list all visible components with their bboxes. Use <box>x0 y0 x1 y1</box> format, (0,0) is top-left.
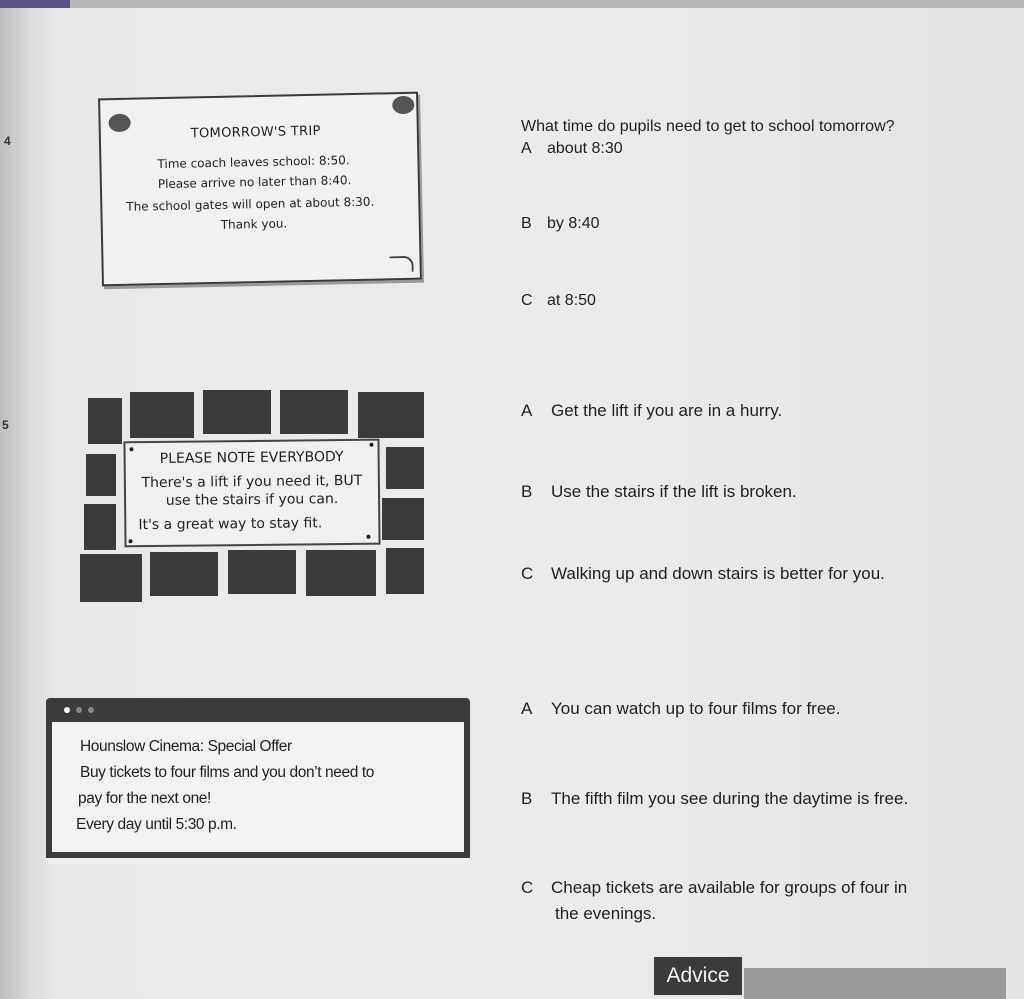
trip-notice-line: Please arrive no later than 8:40. <box>157 173 352 192</box>
option-b[interactable] <box>521 215 599 233</box>
pin-icon <box>108 114 130 132</box>
option-letter: A <box>521 699 533 718</box>
advice-heading: Advice <box>654 957 742 995</box>
option-text: about 8:30 <box>547 140 623 157</box>
question-number-4: 4 <box>4 134 11 148</box>
stairs-notice-line: It's a great way to stay fit. <box>138 515 323 534</box>
option-letter: A <box>521 140 532 157</box>
option-letter: A <box>521 401 533 420</box>
option-a[interactable] <box>521 401 782 421</box>
trip-notice-line: Thank you. <box>220 216 288 232</box>
stairs-notice-title: PLEASE NOTE EVERYBODY <box>159 449 344 467</box>
option-c[interactable] <box>521 292 596 310</box>
window-dot-icon <box>64 707 70 713</box>
top-strip <box>0 0 1024 8</box>
option-c-continued: the evenings. <box>555 904 657 923</box>
stairs-notice-line: use the stairs if you can. <box>165 491 339 509</box>
trip-notice-line: The school gates will open at about 8:30. <box>126 194 375 214</box>
option-c[interactable] <box>521 878 907 898</box>
question-number-5: 5 <box>2 418 9 432</box>
option-text: Cheap tickets are available for groups of four in <box>551 878 908 897</box>
cinema-notice-line: pay for the next one! <box>78 790 211 807</box>
window-dot-icon <box>88 707 94 713</box>
cinema-notice-line: Buy tickets to four films and you don’t need to <box>80 764 374 781</box>
page-curl-icon <box>389 256 413 272</box>
option-a[interactable] <box>521 699 840 719</box>
option-letter: B <box>521 215 532 232</box>
option-a[interactable] <box>521 140 623 158</box>
trip-notice-title: TOMORROW'S TRIP <box>190 123 321 142</box>
option-letter: B <box>521 482 533 501</box>
stairs-notice <box>123 439 380 548</box>
window-title-bar <box>46 698 470 722</box>
cover-edge <box>0 0 70 8</box>
trip-notice-line: Time coach leaves school: 8:50. <box>157 153 350 172</box>
option-text: Use the stairs if the lift is broken. <box>551 482 797 501</box>
option-b[interactable] <box>521 482 797 502</box>
option-text: Get the lift if you are in a hurry. <box>551 401 783 420</box>
cinema-notice-line: Every day until 5:30 p.m. <box>76 816 237 833</box>
option-text: You can watch up to four films for free. <box>551 699 841 718</box>
option-b[interactable] <box>521 789 908 809</box>
option-text: Walking up and down stairs is better for you. <box>551 564 885 583</box>
option-text: The fifth film you see during the daytime is free. <box>551 789 909 808</box>
window-dot-icon <box>76 707 82 713</box>
trip-notice <box>98 92 422 287</box>
option-c[interactable] <box>521 564 885 584</box>
option-letter: B <box>521 789 533 808</box>
cinema-notice-title: Hounslow Cinema: Special Offer <box>80 738 292 755</box>
cinema-notice <box>46 698 470 864</box>
option-text: by 8:40 <box>547 215 600 232</box>
option-letter: C <box>521 292 533 309</box>
option-letter: C <box>521 564 534 583</box>
question-text: What time do pupils need to get to school tomorrow? <box>521 118 895 135</box>
option-text: at 8:50 <box>547 292 596 309</box>
pin-icon <box>392 96 414 114</box>
option-letter: C <box>521 878 534 897</box>
section-divider <box>744 968 1006 999</box>
stairs-notice-line: There's a lift if you need it, BUT <box>141 472 363 492</box>
